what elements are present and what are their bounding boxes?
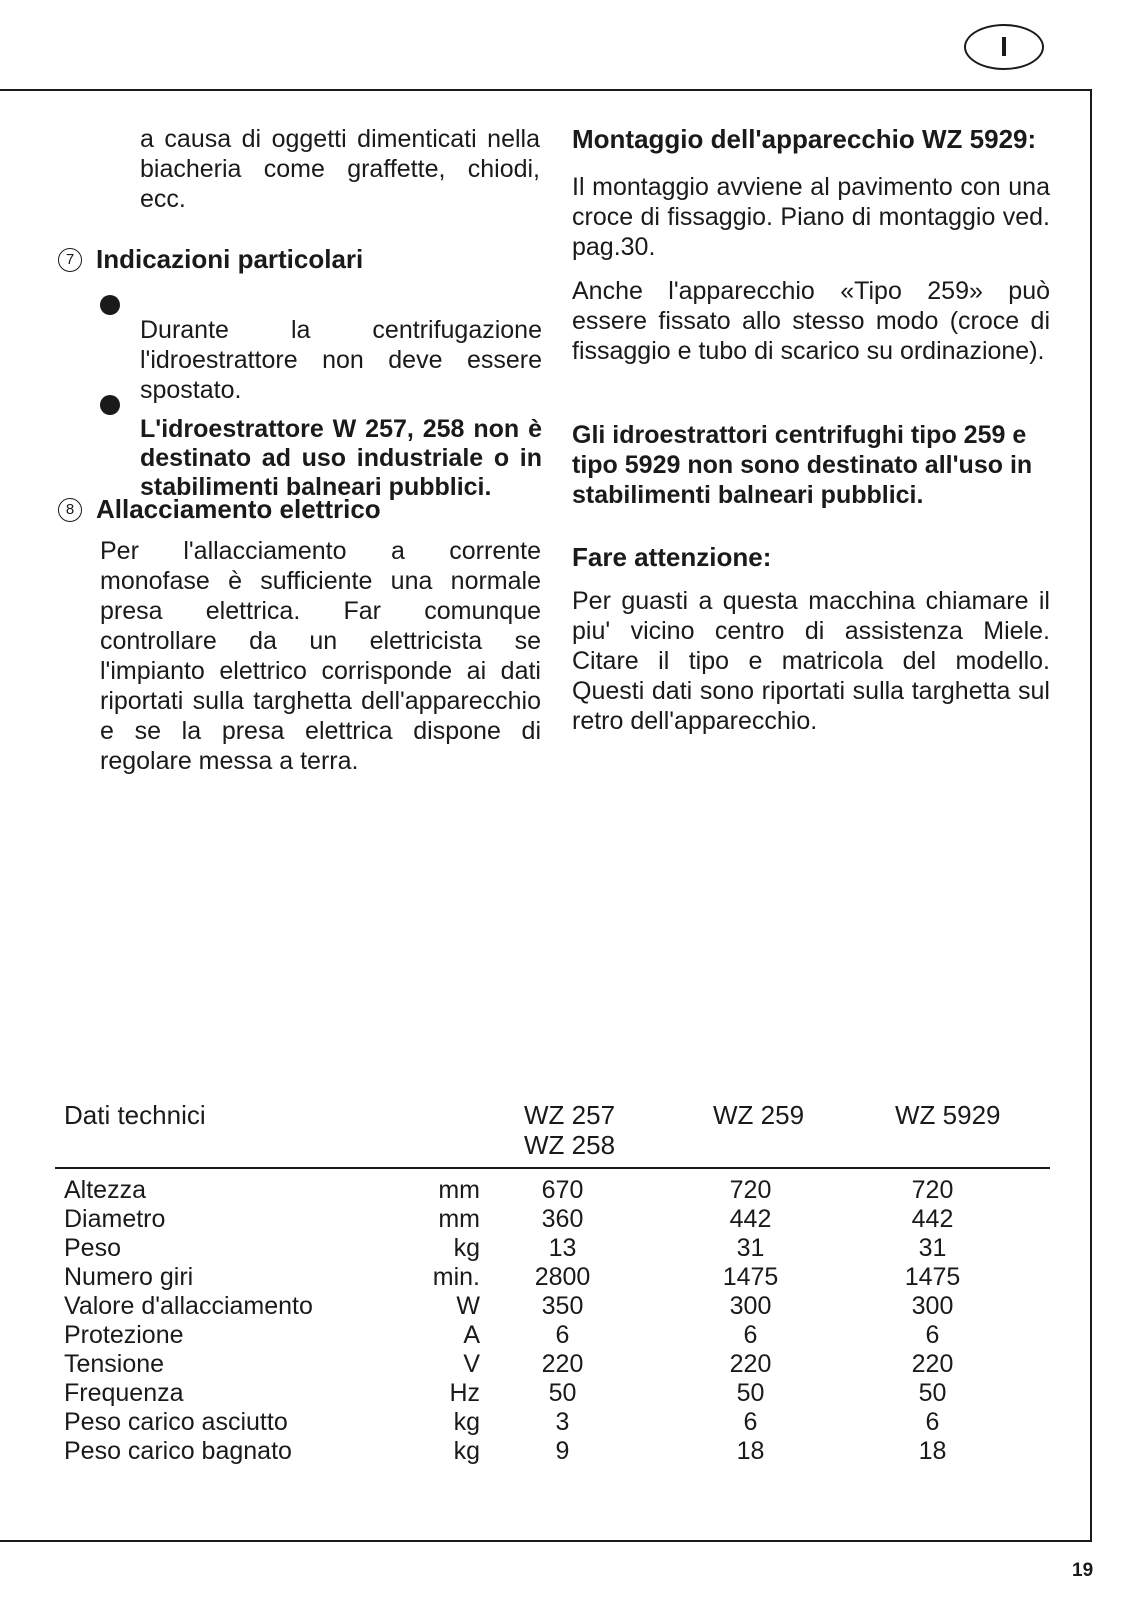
value-wz257: 350 [541, 1292, 584, 1320]
value-wz257: 220 [541, 1350, 584, 1378]
row-unit: kg [453, 1437, 480, 1465]
row-unit: min. [432, 1263, 480, 1291]
mounting-heading: Montaggio dell'apparecchio WZ 5929: [572, 124, 1037, 154]
section-title-8: Allacciamento elettrico [96, 494, 381, 524]
right-rule [1090, 89, 1092, 1542]
table-row [0, 1176, 1090, 1205]
warning-paragraph [572, 420, 1050, 510]
value-wz259: 31 [736, 1234, 765, 1262]
row-label: Diametro [64, 1205, 166, 1233]
model-header-1 [524, 1100, 615, 1160]
row-unit: mm [438, 1205, 480, 1233]
row-unit: A [463, 1321, 480, 1349]
model-header-2 [713, 1100, 804, 1130]
row-label: Numero giri [64, 1263, 194, 1291]
table-row [0, 1205, 1090, 1234]
table-row [0, 1321, 1090, 1350]
section-title-7: Indicazioni particolari [96, 244, 364, 274]
section-heading-7 [58, 244, 363, 275]
table-row [0, 1437, 1090, 1466]
mounting-text-1: Il montaggio avviene al pavimento con una croce di fissaggio. Piano di montaggio ved. pag.30. [572, 173, 1050, 261]
table-row [0, 1234, 1090, 1263]
row-label: Tensione [64, 1350, 165, 1378]
model-header-3 [895, 1100, 1001, 1130]
value-wz259: 18 [736, 1437, 765, 1465]
mounting-paragraph-2 [572, 276, 1050, 366]
row-unit: kg [453, 1408, 480, 1436]
attention-text: Per guasti a questa macchina chiamare il piu' vicino centro di assistenza Miele. Citare il tipo e matricola del modello. Questi dati sono riportati sulla targhetta sul retro dell'apparecchio. [572, 587, 1050, 735]
row-label: Peso [64, 1234, 121, 1262]
electric-text: Per l'allacciamento a corrente monofase è sufficiente una normale presa elettrica. Far comunque controllare da un elettricista se l'impianto elettrico corrisponde ai dati riportati sulla targhetta dell'apparecchio e se la presa elettrica dispone di regolare messa a terra. [100, 537, 541, 775]
row-unit: kg [453, 1234, 480, 1262]
value-wz5929: 300 [911, 1292, 954, 1320]
value-wz257: 13 [548, 1234, 577, 1262]
model-name: WZ 258 [524, 1130, 616, 1160]
table-row [0, 1379, 1090, 1408]
value-wz259: 1475 [722, 1263, 779, 1291]
language-badge: I [964, 24, 1044, 70]
intro-text: a causa di oggetti dimenticati nella biacheria come graffette, chiodi, ecc. [140, 125, 540, 213]
value-wz5929: 6 [925, 1408, 940, 1436]
value-wz259: 6 [743, 1321, 758, 1349]
value-wz5929: 1475 [904, 1263, 961, 1291]
mounting-paragraph-1 [572, 172, 1050, 262]
row-label: Peso carico bagnato [64, 1437, 292, 1465]
mounting-text-2: Anche l'apparecchio «Tipo 259» può essere fissato allo stesso modo (croce di fissaggio e tubo di scarico su ordinazione). [572, 277, 1050, 365]
value-wz257: 50 [548, 1379, 577, 1407]
value-wz257: 9 [555, 1437, 570, 1465]
section-number-7: 7 [58, 248, 82, 272]
tech-table-title: Dati technici [64, 1100, 206, 1130]
value-wz259: 50 [736, 1379, 765, 1407]
row-label: Frequenza [64, 1379, 184, 1407]
row-label: Peso carico asciutto [64, 1408, 288, 1436]
value-wz5929: 50 [918, 1379, 947, 1407]
electric-paragraph [100, 536, 541, 776]
table-row [0, 1292, 1090, 1321]
model-name: WZ 257 [524, 1100, 616, 1130]
row-unit: Hz [449, 1379, 480, 1407]
intro-paragraph [140, 124, 540, 214]
value-wz5929: 220 [911, 1350, 954, 1378]
row-unit: mm [438, 1176, 480, 1204]
model-name: WZ 259 [713, 1100, 805, 1130]
value-wz5929: 720 [911, 1176, 954, 1204]
table-row [0, 1408, 1090, 1437]
row-label: Altezza [64, 1176, 146, 1204]
model-name: WZ 5929 [895, 1100, 1001, 1130]
value-wz257: 2800 [534, 1263, 591, 1291]
value-wz257: 360 [541, 1205, 584, 1233]
row-label: Valore d'allacciamento [64, 1292, 313, 1320]
section-number-8: 8 [58, 498, 82, 522]
table-row [0, 1350, 1090, 1379]
value-wz259: 220 [729, 1350, 772, 1378]
row-label: Protezione [64, 1321, 184, 1349]
value-wz5929: 442 [911, 1205, 954, 1233]
value-wz5929: 6 [925, 1321, 940, 1349]
value-wz257: 6 [555, 1321, 570, 1349]
bullet-dot-icon [100, 395, 120, 415]
value-wz259: 720 [729, 1176, 772, 1204]
section-heading-8 [58, 494, 381, 525]
bullet-text-2: L'idroestrattore W 257, 258 non è destinato ad uso industriale o in stabilimenti balneari pubblici. [140, 415, 542, 501]
attention-paragraph [572, 586, 1050, 736]
value-wz257: 3 [555, 1408, 570, 1436]
value-wz259: 6 [743, 1408, 758, 1436]
bottom-rule [0, 1540, 1092, 1542]
row-unit: W [456, 1292, 480, 1320]
attention-heading: Fare attenzione: [572, 542, 772, 572]
value-wz5929: 18 [918, 1437, 947, 1465]
table-row [0, 1263, 1090, 1292]
top-rule [0, 89, 1092, 91]
page-number: 19 [1072, 1560, 1094, 1581]
bullet-dot-icon [100, 295, 120, 315]
table-header-rule [55, 1167, 1050, 1169]
value-wz259: 300 [729, 1292, 772, 1320]
value-wz259: 442 [729, 1205, 772, 1233]
row-unit: V [463, 1350, 480, 1378]
warning-text: Gli idroestrattori centrifughi tipo 259 e tipo 5929 non sono destinato all'uso in stabilimenti balneari pubblici. [572, 421, 1033, 509]
value-wz5929: 31 [918, 1234, 947, 1262]
bullet-text-1: Durante la centrifugazione l'idroestrattore non deve essere spostato. [140, 316, 542, 404]
value-wz257: 670 [541, 1176, 584, 1204]
